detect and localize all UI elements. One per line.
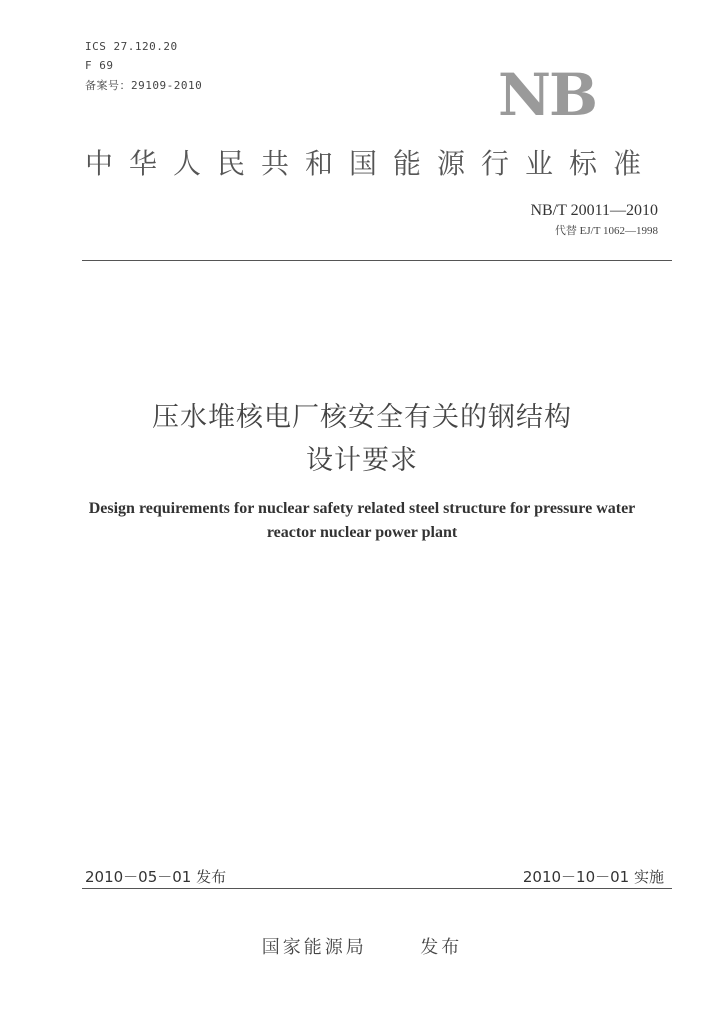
title-en-line2: reactor nuclear power plant	[266, 524, 458, 541]
issue-date: 2010－05－01 发布	[85, 868, 227, 886]
nb-logo: NB	[498, 61, 597, 129]
category-code: F 69	[85, 59, 114, 72]
issuer-name: 国家能源局	[261, 937, 367, 958]
title-en-line1: Design requirements for nuclear safety related steel structure for pressure water	[88, 500, 636, 517]
replaces-standard: 代替 EJ/T 1062—1998	[554, 225, 658, 237]
issuer-action: 发布	[420, 937, 463, 958]
issuer-line	[0, 933, 724, 959]
title-cn-line1: 压水堆核电厂核安全有关的钢结构	[152, 402, 572, 433]
standard-number: NB/T 20011—2010	[530, 202, 658, 219]
header-divider	[82, 260, 672, 261]
title-cn-line2: 设计要求	[306, 445, 418, 476]
implementation-date: 2010－10－01 实施	[522, 868, 664, 886]
filing-number: 备案号：29109-2010	[85, 79, 203, 92]
org-title: 中华人民共和国能源行业标准	[85, 147, 658, 180]
ics-code: ICS 27.120.20	[85, 40, 178, 53]
footer-divider	[82, 888, 672, 889]
